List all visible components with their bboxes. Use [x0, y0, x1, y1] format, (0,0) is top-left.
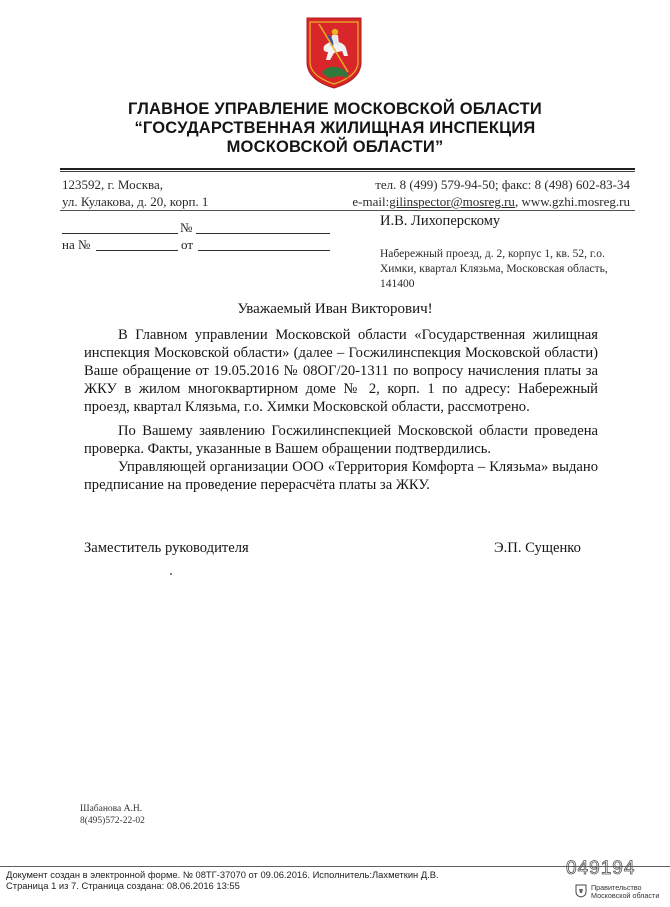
contact-web: [352, 194, 630, 210]
government-logo-icon: [575, 884, 587, 898]
body-paragraph-2: По Вашему заявлению Госжилинспекцией Московской области проведена проверка. Факты, указанные в Вашем обращении подтвердились.: [84, 423, 598, 457]
reply-date-line: [198, 250, 330, 251]
email-prefix: e-mail:: [352, 194, 390, 209]
executor-name: Шабанова А.Н.: [80, 804, 143, 814]
executor-phone: 8(495)572-22-02: [80, 816, 145, 826]
email-link[interactable]: gilinspector@mosreg.ru: [389, 194, 515, 209]
letterhead-line-2: “ГОСУДАРСТВЕННАЯ ЖИЛИЩНАЯ ИНСПЕКЦИЯ: [134, 119, 536, 137]
letterhead-divider-thin: [60, 171, 635, 172]
sender-address-line-1: 123592, г. Москва,: [62, 177, 163, 192]
website: , www.gzhi.mosreg.ru: [514, 194, 630, 209]
number-label: №: [180, 220, 193, 235]
coat-of-arms-icon: [304, 16, 364, 90]
footer-line-1: Документ создан в электронной форме. № 08ТГ-37070 от 09.06.2016. Исполнитель:Лахметкин Д.В.: [6, 869, 439, 880]
reply-number-line: [96, 250, 178, 251]
body-paragraph-3: Управляющей организации ООО «Территория Комфорта – Клязьма» выдано предписание на проведение перерасчёта платы за ЖКУ.: [84, 459, 598, 493]
footer-line-2: Страница 1 из 7. Страница создана: 08.06.2016 13:55: [6, 880, 240, 891]
letterhead-line-1: ГЛАВНОЕ УПРАВЛЕНИЕ МОСКОВСКОЙ ОБЛАСТИ: [128, 100, 542, 118]
recipient-name: И.В. Лихоперскому: [380, 213, 501, 229]
sender-address-line-2: ул. Кулакова, д. 20, корп. 1: [62, 194, 209, 209]
outgoing-date-line: [62, 233, 178, 234]
government-label-line-2: Московской области: [591, 891, 660, 900]
signatory-position: Заместитель руководителя: [84, 540, 249, 556]
letter-body: [84, 326, 598, 494]
government-label-line-1: Правительство: [591, 883, 642, 892]
reply-date-label: от: [181, 237, 194, 252]
footer-info: [6, 869, 439, 891]
executor-info: [80, 803, 145, 827]
government-label: [591, 884, 659, 900]
outgoing-number-line: [196, 233, 330, 234]
contact-phones: тел. 8 (499) 579-94-50; факс: 8 (498) 602-83-34: [375, 177, 630, 192]
reply-number-label: на №: [62, 237, 91, 252]
letterhead-divider: [60, 168, 635, 170]
signatory-name: Э.П. Сущенко: [494, 540, 581, 556]
address-divider: [60, 210, 635, 211]
body-paragraph-1: В Главном управлении Московской области «Государственная жилищная инспекция Московской области» (далее – Госжилинспекция Московской области) Ваше обращение от 19.05.2016 № 08ОГ/20-1311 по вопросу начисления платы за ЖКУ в жилом многоквартирном доме № 2, корп. 1 по адресу: Набережный проезд, квартал Клязьма, г.о. Химки Московской области, рассмотрено.: [84, 327, 598, 415]
letterhead-line-3: МОСКОВСКОЙ ОБЛАСТИ”: [226, 138, 444, 156]
scan-speck: [170, 573, 172, 575]
recipient-address: Набережный проезд, д. 2, корпус 1, кв. 52, г.о. Химки, квартал Клязьма, Московская область, 141400: [380, 248, 608, 290]
salutation: Уважаемый Иван Викторович!: [237, 301, 433, 317]
document-number: 049194: [566, 858, 636, 879]
